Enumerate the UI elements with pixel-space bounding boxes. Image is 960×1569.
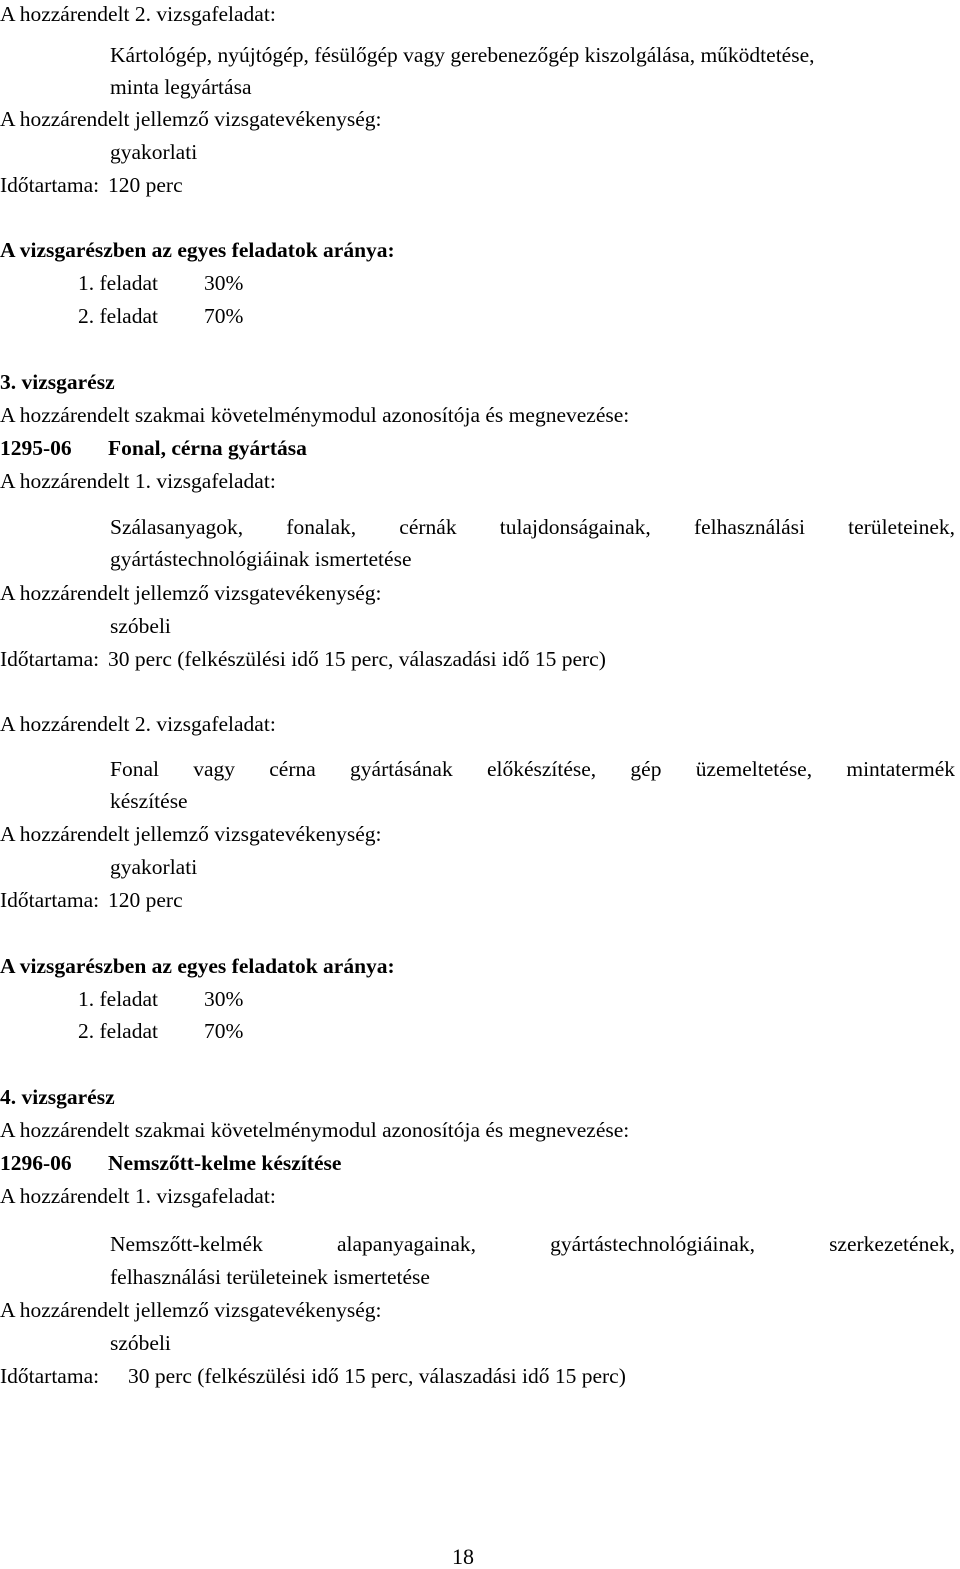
ratio-heading: A vizsgarészben az egyes feladatok aránya: (0, 238, 395, 262)
section3-task1-intro: A hozzárendelt 1. vizsgafeladat: (0, 469, 276, 493)
section4-task1-activity-label: A hozzárendelt jellemző vizsgatevékenység: (0, 1298, 382, 1322)
task2-title-line1: Kártológép, nyújtógép, fésülőgép vagy gerebenezőgép kiszolgálása, működtetése, (110, 43, 815, 67)
section3-task1-duration-value: 30 perc (felkészülési idő 15 perc, válaszadási idő 15 perc) (108, 647, 606, 671)
section3-task1-duration-label: Időtartama: (0, 647, 100, 671)
section3-task1-duration (0, 649, 606, 671)
ratio-2-value: 70% (204, 304, 244, 328)
section3-task1-activity-value: szóbeli (110, 614, 171, 638)
duration-line (0, 175, 183, 197)
ratio-1-label: 1. feladat (78, 271, 158, 295)
section3-ratio-1-label: 1. feladat (78, 987, 158, 1011)
page-number: 18 (452, 1544, 474, 1569)
section3-ratio-row-2 (78, 1021, 243, 1043)
section3-ratio-row-1 (78, 989, 243, 1011)
section3-task2-duration-value: 120 perc (108, 888, 183, 912)
activity-value: gyakorlati (110, 140, 198, 164)
section3-ratio-heading: A vizsgarészben az egyes feladatok aránya: (0, 954, 395, 978)
task2-title-line2: minta legyártása (110, 75, 252, 99)
ratio-row-1 (78, 273, 243, 295)
duration-value: 120 perc (108, 173, 183, 197)
section3-module-code: 1295-06 (0, 436, 72, 460)
section4-task1-duration-label: Időtartama: (0, 1364, 100, 1388)
section4-module-name: Nemszőtt-kelme készítése (108, 1151, 342, 1175)
activity-label: A hozzárendelt jellemző vizsgatevékenység: (0, 107, 382, 131)
section3-task2-duration (0, 890, 183, 912)
section4-task1-title-line1: Nemszőtt-kelmék alapanyagainak, gyártástechnológiáinak, szerkezetének, (110, 1232, 955, 1256)
task2-intro: A hozzárendelt 2. vizsgafeladat: (0, 2, 276, 26)
section3-module-name: Fonal, cérna gyártása (108, 436, 307, 460)
section3-task2-activity-value: gyakorlati (110, 855, 198, 879)
section3-task1-title-line2: gyártástechnológiáinak ismertetése (110, 547, 412, 571)
ratio-1-value: 30% (204, 271, 244, 295)
duration-label: Időtartama: (0, 173, 100, 197)
section3-heading: 3. vizsgarész (0, 370, 115, 394)
section3-ratio-2-value: 70% (204, 1019, 244, 1043)
section4-module (0, 1153, 341, 1175)
section3-module (0, 438, 307, 460)
section4-module-code: 1296-06 (0, 1151, 72, 1175)
section4-heading: 4. vizsgarész (0, 1085, 115, 1109)
section3-task2-duration-label: Időtartama: (0, 888, 100, 912)
section3-task2-activity-label: A hozzárendelt jellemző vizsgatevékenység: (0, 822, 382, 846)
section3-task2-title-line2: készítése (110, 789, 188, 813)
section4-task1-duration (0, 1366, 626, 1388)
section3-ratio-2-label: 2. feladat (78, 1019, 158, 1043)
section4-task1-title-line2: felhasználási területeinek ismertetése (110, 1265, 430, 1289)
section3-task1-title-line1: Szálasanyagok, fonalak, cérnák tulajdonságainak, felhasználási területeinek, (110, 515, 955, 539)
section3-task2-title-line1: Fonal vagy cérna gyártásának előkészítése, gép üzemeltetése, mintatermék (110, 757, 955, 781)
section4-task1-duration-value: 30 perc (felkészülési idő 15 perc, válaszadási idő 15 perc) (128, 1364, 626, 1388)
section4-module-label: A hozzárendelt szakmai követelménymodul azonosítója és megnevezése: (0, 1118, 630, 1142)
ratio-2-label: 2. feladat (78, 304, 158, 328)
section4-task1-activity-value: szóbeli (110, 1331, 171, 1355)
section3-task2-intro: A hozzárendelt 2. vizsgafeladat: (0, 712, 276, 736)
ratio-row-2 (78, 306, 243, 328)
section4-task1-intro: A hozzárendelt 1. vizsgafeladat: (0, 1184, 276, 1208)
section3-task1-activity-label: A hozzárendelt jellemző vizsgatevékenység: (0, 581, 382, 605)
section3-ratio-1-value: 30% (204, 987, 244, 1011)
section3-module-label: A hozzárendelt szakmai követelménymodul azonosítója és megnevezése: (0, 403, 630, 427)
